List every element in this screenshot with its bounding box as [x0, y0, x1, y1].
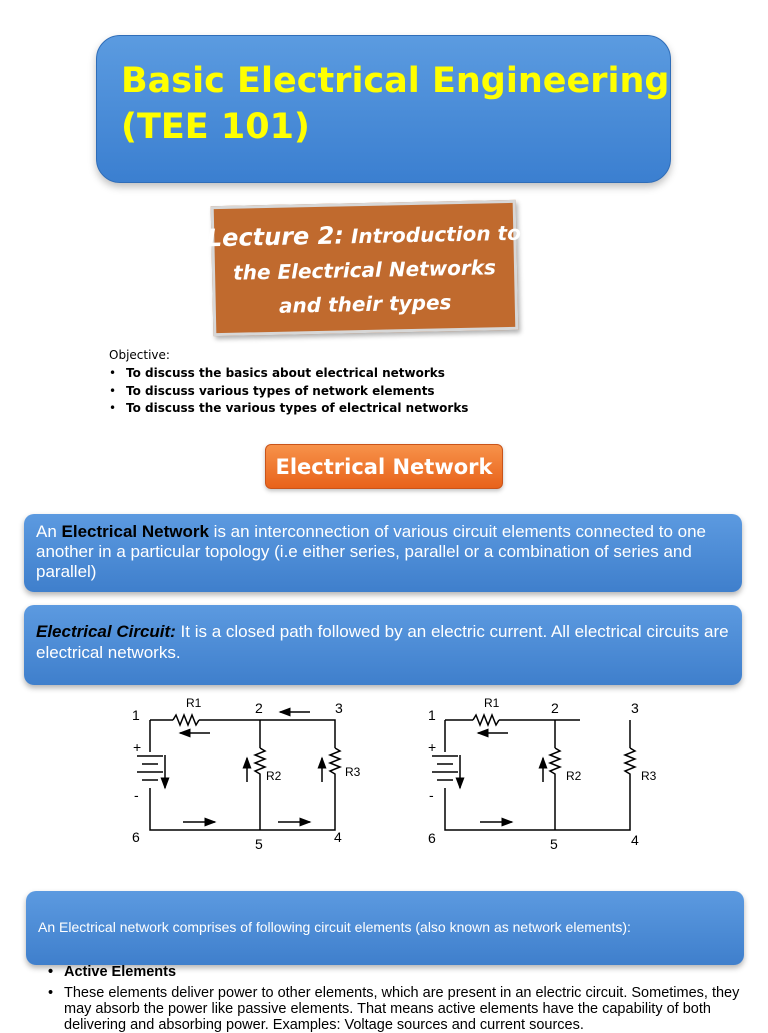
objective-text: To discuss various types of network elements: [126, 383, 435, 398]
resistor-label: R3: [345, 765, 361, 779]
wire: [199, 720, 335, 748]
electrical-network-button[interactable]: Electrical Network: [265, 444, 503, 489]
resistor-r2: [255, 748, 265, 830]
circuit-term: Electrical Circuit:: [36, 622, 176, 641]
lecture-title-part-1: Introduction to: [350, 220, 522, 248]
objective-text: To discuss the various types of electrical networks: [126, 401, 469, 415]
node-label: 1: [132, 707, 140, 723]
circuit-text: It is a closed path followed by an electric current. All electrical circuits are electrical networks.: [36, 622, 729, 662]
battery-plus: +: [133, 739, 142, 755]
lecture-banner: [206, 200, 522, 336]
node-label: 6: [132, 829, 140, 845]
node-label: 1: [428, 707, 436, 723]
resistor-label: R1: [484, 696, 500, 710]
list-item: [109, 383, 468, 401]
battery-minus: -: [134, 787, 139, 803]
node-label: 3: [631, 700, 639, 716]
active-elements-title: Active Elements: [64, 964, 177, 980]
bullet: •: [48, 964, 54, 980]
definition-text: is an interconnection of various circuit elements connected to one another in a particular topology (i.e either series, parallel or a combination of series and parallel): [36, 522, 706, 581]
active-elements-description: These elements deliver power to other elements, which are present in an electric circuit. Sometimes, they may absorb the power like passive elements. That means active elements have the capability of both delivering and absorbing power. Examples: Voltage sources and current sources.: [64, 985, 740, 1033]
node-label: 4: [334, 829, 342, 845]
resistor-label: R3: [641, 769, 657, 783]
node-label: 3: [335, 700, 343, 716]
circuit-definition-box: [24, 605, 742, 685]
resistor-r3: [150, 748, 340, 830]
bullet: •: [109, 366, 117, 380]
definition-term: Electrical Network: [61, 522, 209, 541]
resistor-label: R2: [266, 769, 282, 783]
components-intro: An Electrical network comprises of following circuit elements (also known as network elements):: [38, 919, 631, 935]
network-diagram: [432, 715, 635, 830]
bullet: •: [109, 383, 117, 398]
list-item: [48, 985, 748, 1033]
network-elements-box: [26, 891, 744, 965]
lecture-number: Lecture 2:: [206, 220, 345, 252]
objective-text: To discuss the basics about electrical networks: [126, 366, 445, 380]
list-item: [109, 400, 468, 418]
node-label: 2: [255, 700, 263, 716]
closed-circuit-diagram: [137, 712, 340, 830]
node-label: 2: [551, 700, 559, 716]
title-banner: [96, 35, 671, 183]
lecture-title-part-3: and their types: [278, 289, 452, 318]
resistor-label: R2: [566, 769, 582, 783]
resistor-r1: [473, 715, 499, 725]
objective-heading: Objective:: [109, 348, 170, 362]
node-label: 5: [550, 836, 558, 852]
list-item: [48, 964, 748, 980]
resistor-r1: [173, 715, 199, 725]
title-line-1: Basic Electrical Engineering: [121, 61, 670, 101]
battery-plate: [137, 756, 163, 780]
battery-minus: -: [429, 787, 434, 803]
resistor-r3: [445, 748, 635, 830]
lecture-title-part-2: the Electrical Networks: [232, 254, 497, 285]
elements-list: [48, 964, 748, 1033]
battery-plus: +: [428, 739, 437, 755]
network-definition-box: [24, 514, 742, 592]
circuit-diagrams: [0, 690, 768, 860]
node-label: 4: [631, 832, 639, 848]
resistor-r2: [550, 748, 560, 830]
node-label: 6: [428, 830, 436, 846]
definition-prefix: An: [36, 522, 62, 541]
objective-section: [109, 347, 468, 418]
bullet: •: [48, 985, 54, 1001]
battery-plate: [432, 756, 458, 780]
objective-list: [109, 365, 468, 418]
title-line-2: (TEE 101): [121, 107, 310, 147]
bullet: •: [109, 401, 117, 415]
node-label: 5: [255, 836, 263, 852]
resistor-label: R1: [186, 696, 202, 710]
list-item: [109, 365, 468, 383]
